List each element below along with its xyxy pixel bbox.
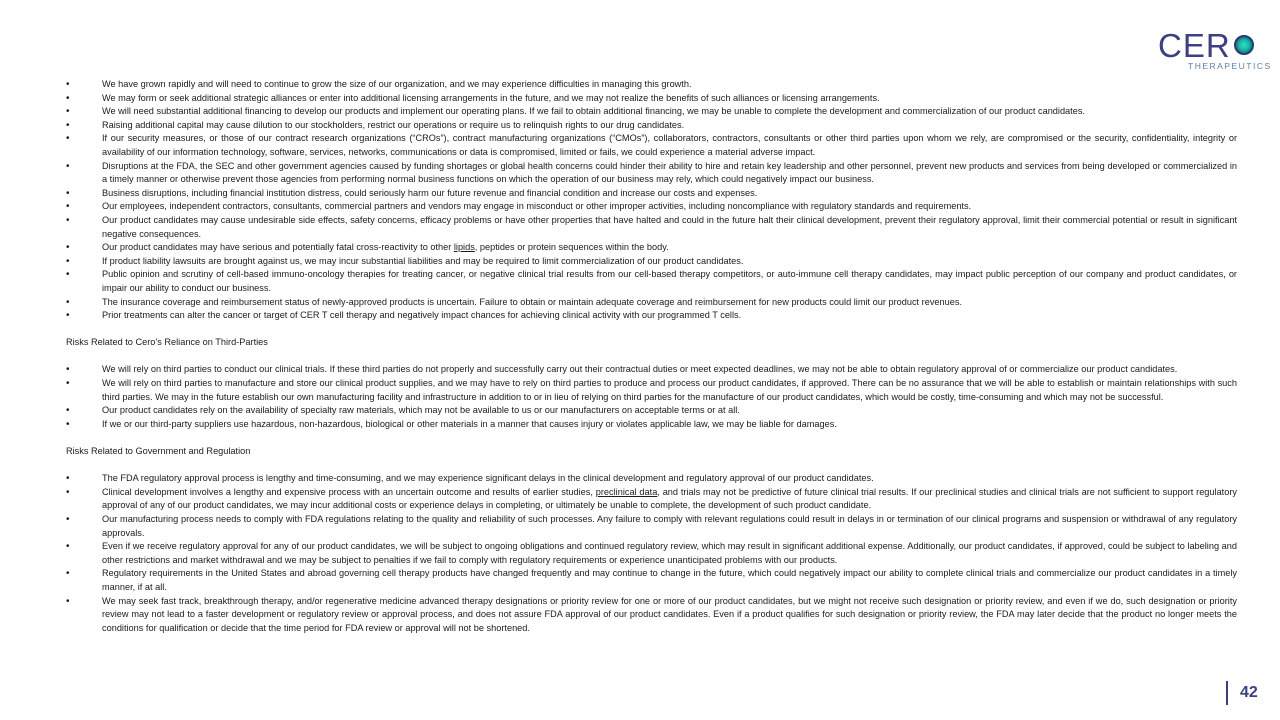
lipids-text-after: , peptides or protein sequences within the body. [474, 242, 669, 253]
list-item: • We will rely on third parties to manufacture and store our clinical product supplies, and we may have to rely on third parties to produce and process our product candidates, if approved. There can be no assurance that we will be able to establish or maintain relationships with such third parties. We may in the future establish our own manufacturing facility and infrastructure in addition to or in lieu of relying on third parties for the manufacture of our product candidates, which would be costly, time-consuming and which may not be successful. [66, 377, 1237, 404]
logo-subtitle: THERAPEUTICS [1188, 61, 1272, 71]
risk-factors-content [66, 78, 1237, 635]
list-item: • Even if we receive regulatory approval for any of our product candidates, we will be subject to ongoing obligations and continued regulatory review, which may result in significant additional expense. Additionally, our product candidates, if approved, could be subject to labeling and other restrictions and market withdrawal and we may be subject to penalties if we fail to comply with regulatory requirements or experience unanticipated problems with our products. [66, 540, 1237, 567]
list-item: • We may seek fast track, breakthrough therapy, and/or regenerative medicine advanced therapy designations or priority review for one or more of our product candidates, but we might not receive such designation or priority review, and even if we do, such designation or priority review may not lead to a faster development or regulatory review or approval process, and does not assure FDA approval of our product candidates. Even if a product qualifies for such designation or priority review, the FDA may later decide that the product no longer meets the conditions for qualification or decide that the time period for FDA review or approval will not be shortened. [66, 595, 1237, 636]
list-item: • We will rely on third parties to conduct our clinical trials. If these third parties do not properly and successfully carry out their contractual duties or meet expected deadlines, we may not be able to obtain regulatory approval of or commercialize our product candidates. [66, 363, 1237, 377]
logo-wordmark: CER [1158, 27, 1231, 64]
list-item [66, 241, 1237, 255]
list-item: • We have grown rapidly and will need to continue to grow the size of our organization, and we may experience difficulties in managing this growth. [66, 78, 1237, 92]
list-item: • The insurance coverage and reimbursement status of newly-approved products is uncertain. Failure to obtain or maintain adequate coverage and reimbursement for new products could limit our product revenues. [66, 296, 1237, 310]
list-item: • Raising additional capital may cause dilution to our stockholders, restrict our operations or require us to relinquish rights to our drug candidates. [66, 119, 1237, 133]
list-item: • Prior treatments can alter the cancer or target of CER T cell therapy and negatively impact chances for achieving clinical activity with our programmed T cells. [66, 309, 1237, 323]
list-item: • Disruptions at the FDA, the SEC and other government agencies caused by funding shortages or global health concerns could hinder their ability to hire and retain key leadership and other personnel, prevent new products and services from being developed or commercialized in a timely manner or otherwise prevent those agencies from performing normal business functions on which the operation of our business may rely, which could negatively impact our business. [66, 160, 1237, 187]
list-item: • Our product candidates rely on the availability of specialty raw materials, which may not be available to us or our manufacturers on acceptable terms or at all. [66, 404, 1237, 418]
list-item: • Our manufacturing process needs to comply with FDA regulations relating to the quality and reliability of such processes. Any failure to comply with relevant regulations could result in delays in or termination of our clinical programs and suspension or withdrawal of any regulatory approvals. [66, 513, 1237, 540]
general-risks-list [66, 78, 1237, 323]
preclinical-text-after: , and trials may not be predictive of future clinical trial results. If our preclinical studies and clinical trials are not sufficient to support regulatory approval of any of our product candidates, we may incur additional costs or experience delays in completing, or ultimately be unable to complete, the development of such product candidate. [102, 486, 1237, 511]
list-item: • Business disruptions, including financial institution distress, could seriously harm our future revenue and financial condition and increase our costs and expenses. [66, 187, 1237, 201]
list-item: • Regulatory requirements in the United States and abroad governing cell therapy products have changed frequently and may continue to change in the future, which could negatively impact our ability to complete clinical trials and commercialize our product candidates in a timely manner, if at all. [66, 567, 1237, 594]
preclinical-text-before: Clinical development involves a lengthy and expensive process with an uncertain outcome and results of earlier studies, [102, 486, 596, 497]
list-item: • We may form or seek additional strategic alliances or enter into additional licensing arrangements in the future, and we may not realize the benefits of such alliances or licensing arrangements. [66, 92, 1237, 106]
government-risks-list [66, 472, 1237, 635]
lipids-text-before: Our product candidates may have serious and potentially fatal cross-reactivity to other [102, 242, 454, 253]
spacer [66, 459, 1237, 473]
logo-o-icon [1234, 35, 1254, 55]
list-item [66, 486, 1237, 513]
spacer [66, 431, 1237, 445]
third-party-risks-list [66, 363, 1237, 431]
list-item: • The FDA regulatory approval process is lengthy and time-consuming, and we may experience significant delays in the clinical development and regulatory approval of our product candidates. [66, 472, 1237, 486]
list-item: • We will need substantial additional financing to develop our products and implement our operating plans. If we fail to obtain additional financing, we may be unable to complete the development and commercialization of our product candidates. [66, 105, 1237, 119]
preclinical-data-link[interactable]: preclinical data [595, 486, 658, 497]
lipids-link[interactable]: lipids [453, 242, 475, 253]
list-item: • If our security measures, or those of our contract research organizations (“CROs”), contract manufacturing organizations (“CMOs”), collaborators, contractors, consultants or other third parties upon whom we rely, are compromised or the security, confidentiality, integrity or availability of our information technology, software, services, networks, communications or data is compromised, limited or fails, we could experience a material adverse impact. [66, 132, 1237, 159]
section-heading-third-parties: Risks Related to Cero’s Reliance on Third-Parties [66, 337, 268, 348]
list-item: • Our product candidates may cause undesirable side effects, safety concerns, efficacy problems or have other properties that have halted and could in the future halt their clinical development, prevent their regulatory approval, limit their commercial potential or result in significant negative consequences. [66, 214, 1237, 241]
list-item: • If product liability lawsuits are brought against us, we may incur substantial liabilities and may be required to limit commercialization of our product candidates. [66, 255, 1237, 269]
footer-divider [1226, 681, 1228, 705]
list-item: • Our employees, independent contractors, consultants, commercial partners and vendors may engage in misconduct or other improper activities, including noncompliance with regulatory standards and requirements. [66, 200, 1237, 214]
page-number: 42 [1240, 684, 1258, 701]
spacer [66, 350, 1237, 364]
list-item: • Public opinion and scrutiny of cell-based immuno-oncology therapies for treating cancer, or negative clinical trial results from our cell-based therapy competitors, or auto-immune cell therapy candidates, may impact public perception of our company and product candidates, or impair our ability to conduct our business. [66, 268, 1237, 295]
section-heading-government: Risks Related to Government and Regulation [66, 446, 251, 457]
spacer [66, 323, 1237, 337]
cero-logo [1158, 27, 1272, 74]
list-item: • If we or our third-party suppliers use hazardous, non-hazardous, biological or other materials in a manner that causes injury or violates applicable law, we may be liable for damages. [66, 418, 1237, 432]
